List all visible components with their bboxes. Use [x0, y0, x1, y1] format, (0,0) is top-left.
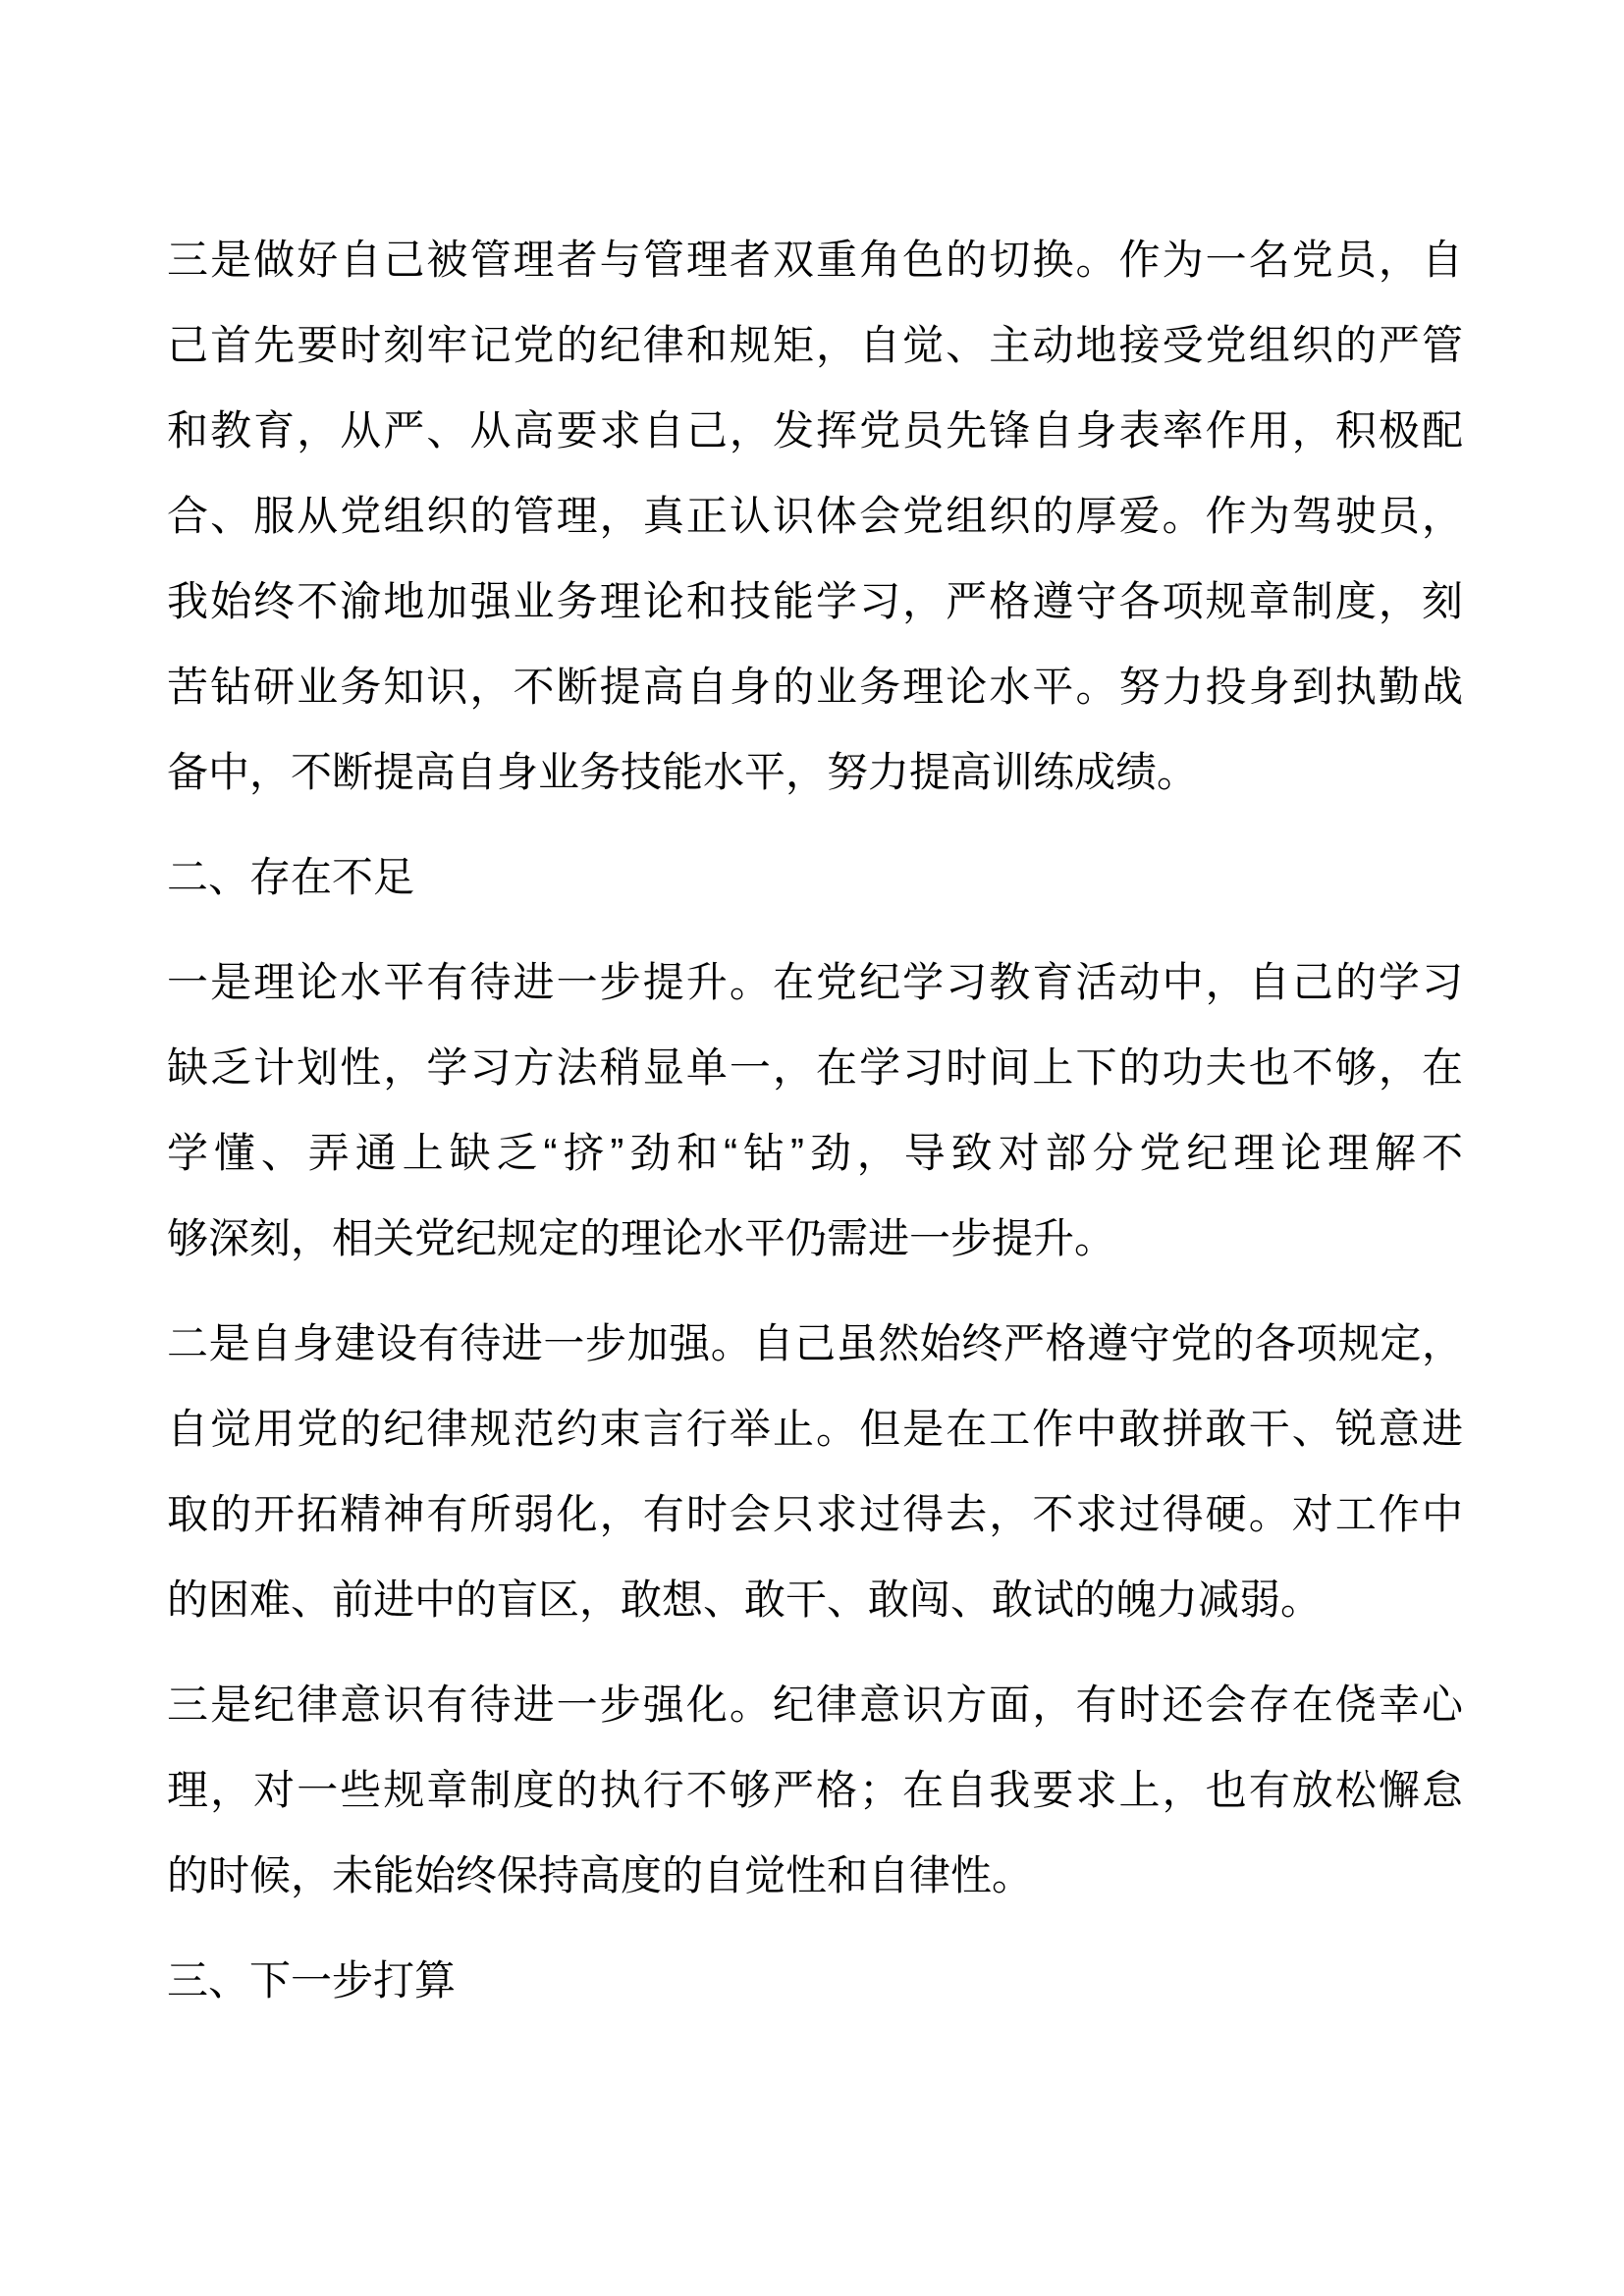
text-line: 三是纪律意识有待进一步强化。纪律意识方面，有时还会存在侥幸心: [167, 1682, 1463, 1728]
text-line: 的困难、前进中的盲区，敢想、敢干、敢闯、敢试的魄力减弱。: [167, 1576, 1323, 1623]
text-line: 我始终不渝地加强业务理论和技能学习，严格遵守各项规章制度，刻: [167, 578, 1463, 624]
text-line: 的时候，未能始终保持高度的自觉性和自律性。: [167, 1852, 1034, 1898]
text-line: 理，对一些规章制度的执行不够严格；在自我要求上，也有放松懈怠: [167, 1767, 1463, 1813]
text-line: 三、下一步打算: [167, 1957, 457, 2003]
body-paragraph: [167, 939, 1463, 1281]
text-line: 二是自身建设有待进一步加强。自己虽然始终严格遵守党的各项规定，: [167, 1320, 1463, 1366]
text-line: 二、存在不足: [167, 854, 415, 900]
body-paragraph: [167, 1301, 1463, 1642]
text-line: 取的开拓精神有所弱化，有时会只求过得去，不求过得硬。对工作中: [167, 1491, 1463, 1537]
text-line: 缺乏计划性，学习方法稍显单一，在学习时间上下的功夫也不够，在: [167, 1044, 1463, 1091]
text-line: 备中，不断提高自身业务技能水平，努力提高训练成绩。: [167, 749, 1199, 795]
text-line: 够深刻，相关党纪规定的理论水平仍需进一步提升。: [167, 1215, 1116, 1261]
text-line: 己首先要时刻牢记党的纪律和规矩，自觉、主动地接受党组织的严管: [167, 322, 1463, 368]
text-line: 苦钻研业务知识，不断提高自身的业务理论水平。努力投身到执勤战: [167, 664, 1463, 710]
text-line: 自觉用党的纪律规范约束言行举止。但是在工作中敢拼敢干、锐意进: [167, 1406, 1463, 1452]
text-line: 一是理论水平有待进一步提升。在党纪学习教育活动中，自己的学习: [167, 959, 1463, 1005]
text-line: 合、服从党组织的管理，真正认识体会党组织的厚爱。作为驾驶员，: [167, 493, 1463, 539]
section-heading: [167, 834, 1463, 920]
body-paragraph: [167, 1662, 1463, 1918]
text-line: 和教育，从严、从高要求自己，发挥党员先锋自身表率作用，积极配: [167, 407, 1463, 454]
text-line: 学懂、弄通上缺乏“挤”劲和“钻”劲，导致对部分党纪理论理解不: [167, 1130, 1463, 1176]
document-text-block: [167, 217, 1463, 2043]
text-line: 三是做好自己被管理者与管理者双重角色的切换。作为一名党员，自: [167, 237, 1463, 283]
body-paragraph: [167, 217, 1463, 815]
section-heading: [167, 1938, 1463, 2023]
